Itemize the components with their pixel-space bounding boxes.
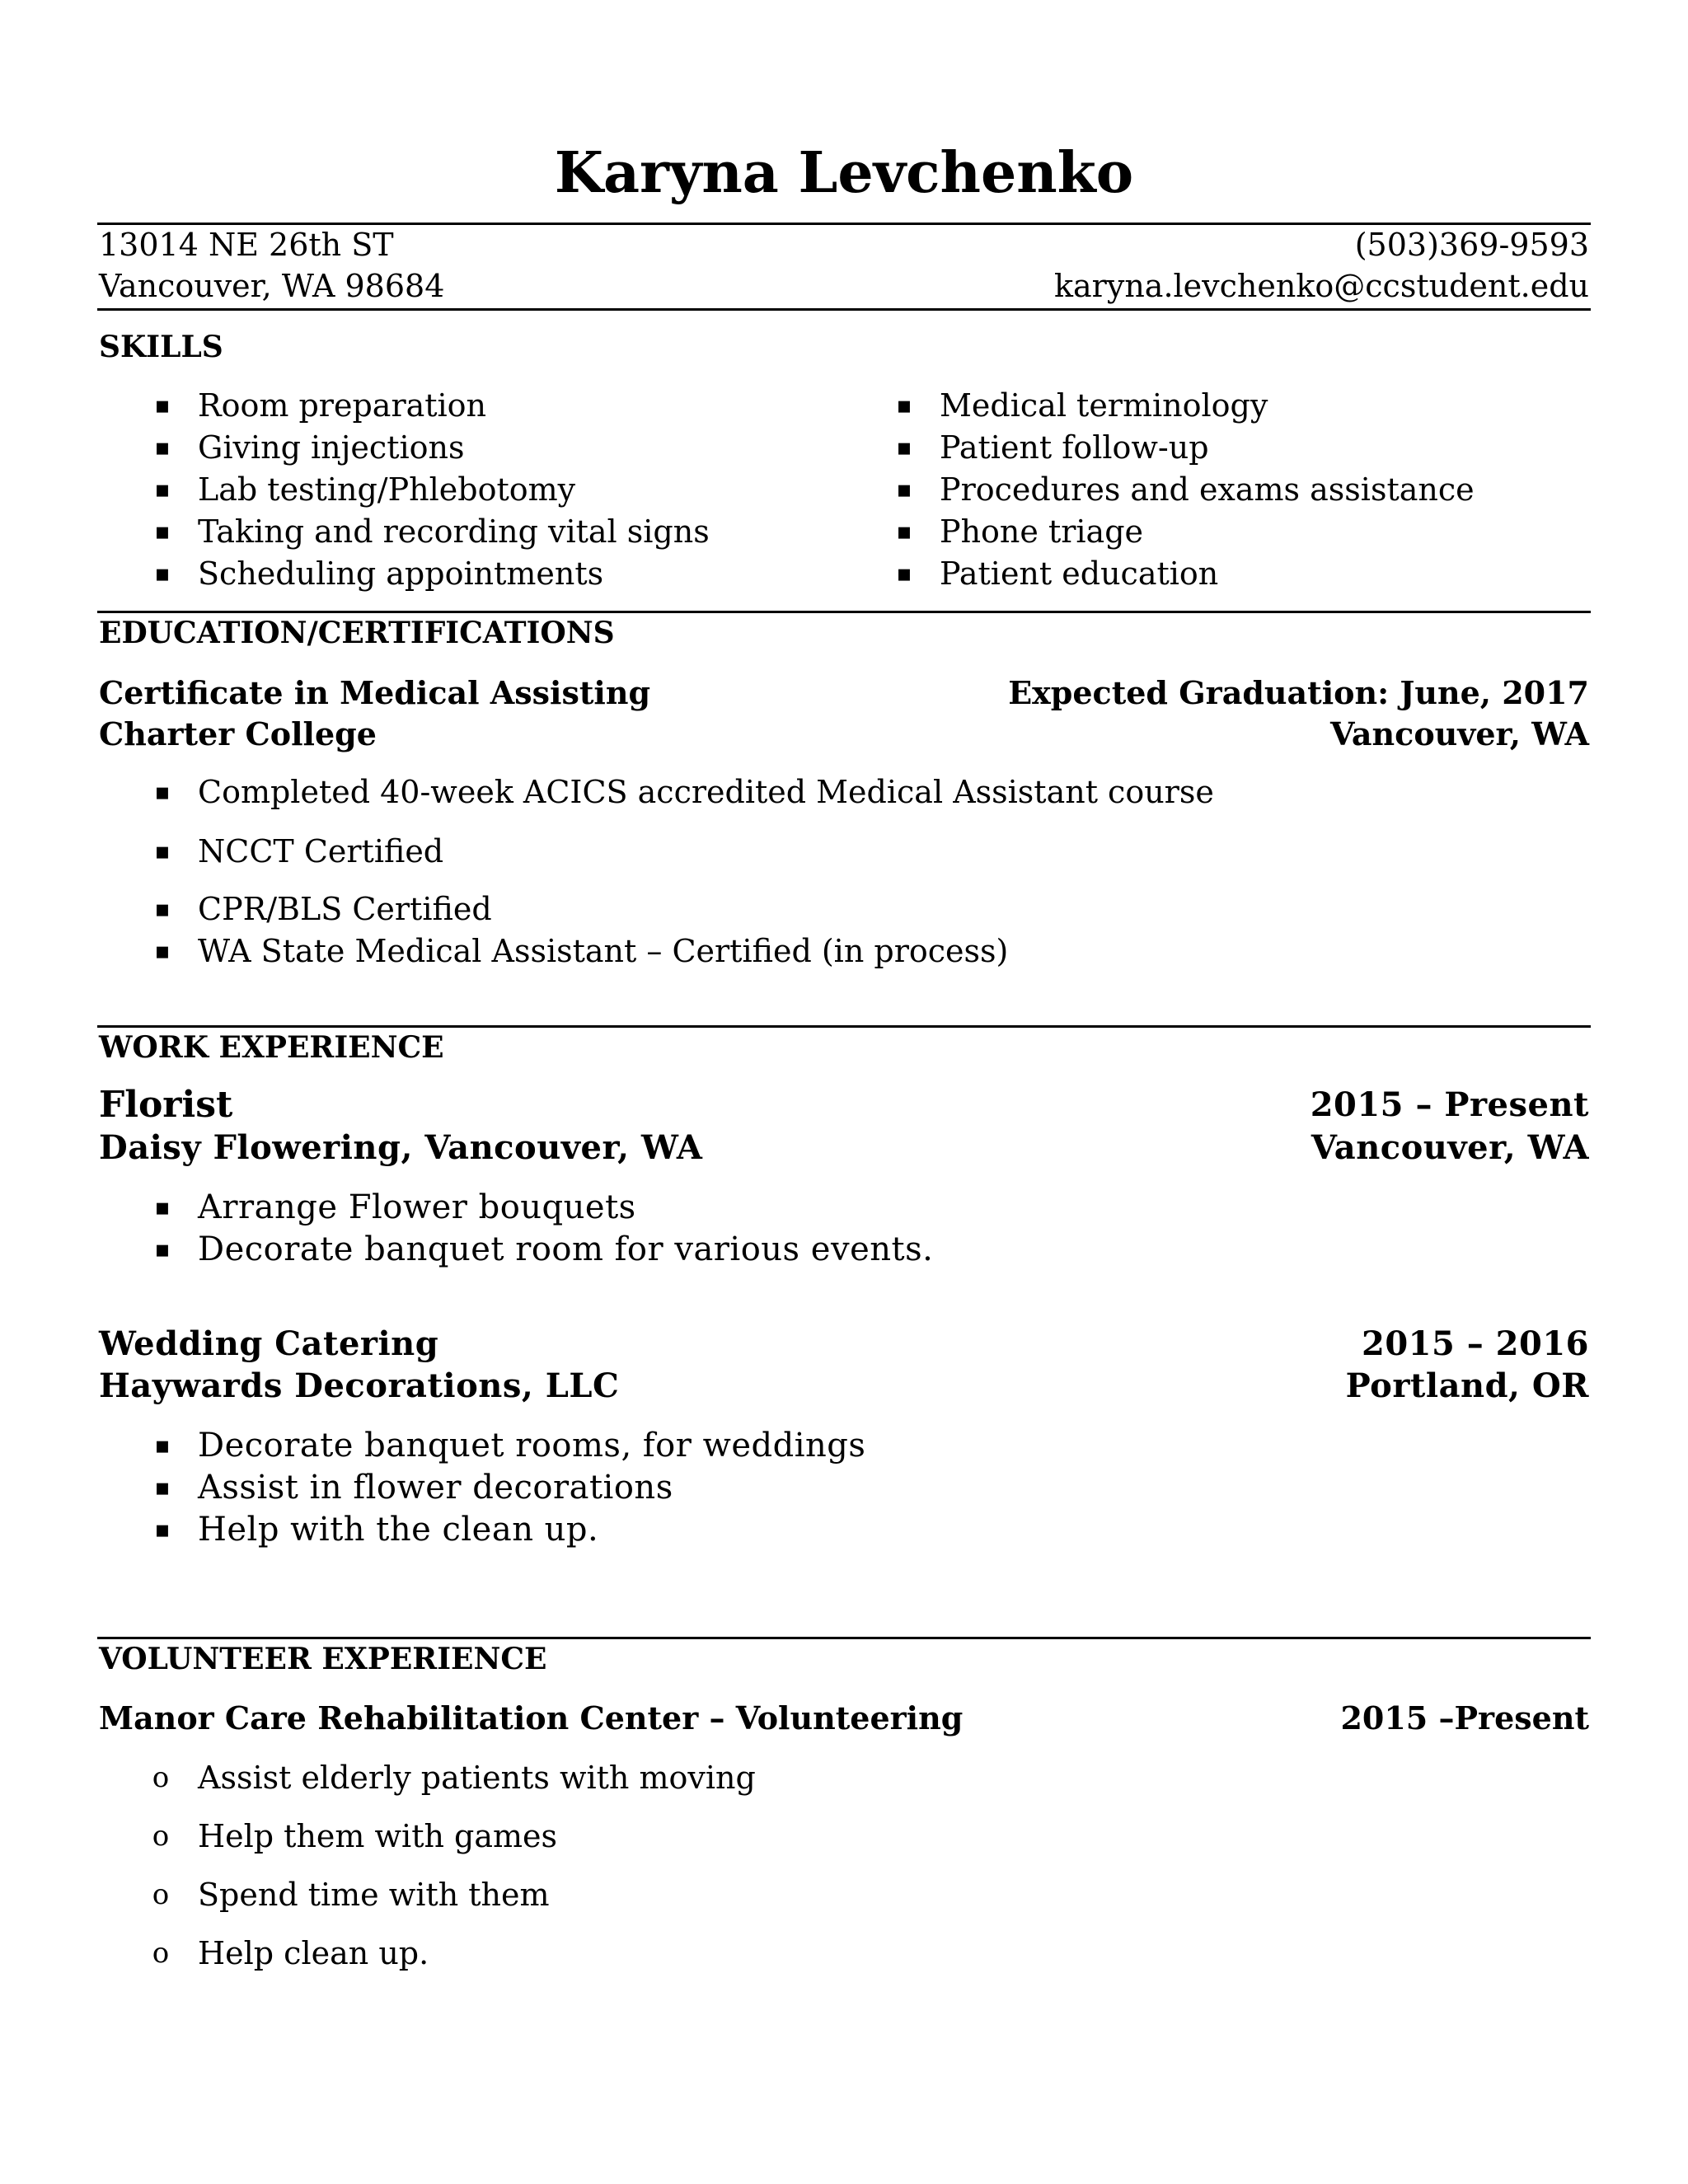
volunteer-heading: VOLUNTEER EXPERIENCE [99, 1642, 547, 1676]
list-item: ▪ Scheduling appointments [198, 553, 710, 595]
square-bullet-icon: ▪ [154, 895, 171, 922]
job-1-role: Florist [99, 1084, 233, 1126]
square-bullet-icon: ▪ [154, 476, 171, 503]
education-bottom-rule [97, 1025, 1591, 1028]
square-bullet-icon: ▪ [896, 518, 912, 545]
square-bullet-icon: ▪ [896, 560, 912, 587]
candidate-name: Karyna Levchenko [554, 140, 1134, 206]
list-item: o Spend time with them [198, 1874, 756, 1933]
square-bullet-icon: ▪ [154, 837, 171, 865]
square-bullet-icon: ▪ [154, 434, 171, 461]
job-1-duties [154, 1187, 934, 1271]
resume-page [97, 0, 1591, 2184]
square-bullet-icon: ▪ [154, 1235, 171, 1263]
volunteer-items [152, 1757, 756, 1991]
job-2-role: Wedding Catering [99, 1324, 439, 1363]
list-item: ▪ Completed 40-week ACICS accredited Medical Assistant course [198, 771, 1214, 831]
education-program: Certificate in Medical Assisting [99, 674, 651, 711]
list-item: ▪ Patient education [940, 553, 1475, 595]
square-bullet-icon: ▪ [154, 518, 171, 545]
list-item: ▪ Lab testing/Phlebotomy [198, 469, 710, 511]
work-heading: WORK EXPERIENCE [99, 1030, 444, 1065]
square-bullet-icon: ▪ [154, 1193, 171, 1221]
volunteer-dates: 2015 –Present [1340, 1699, 1589, 1736]
list-item: ▪ Phone triage [940, 511, 1475, 553]
education-graduation: Expected Graduation: June, 2017 [1008, 674, 1589, 711]
square-bullet-icon: ▪ [154, 937, 171, 964]
list-item: ▪ Medical terminology [940, 385, 1475, 427]
job-2-dates: 2015 – 2016 [1361, 1324, 1589, 1363]
job-2-duties [154, 1425, 866, 1551]
circle-bullet-icon: o [152, 1937, 170, 1970]
phone-number: (503)369-9593 [1354, 227, 1589, 263]
list-item: ▪ CPR/BLS Certified [198, 888, 1214, 930]
list-item: ▪ Arrange Flower bouquets [198, 1187, 933, 1229]
list-item: ▪ NCCT Certified [198, 831, 1214, 888]
list-item: ▪ Room preparation [198, 385, 710, 427]
list-item: ▪ Giving injections [198, 427, 710, 469]
list-item: ▪ Decorate banquet room for various events. [198, 1229, 933, 1271]
job-2-location: Portland, OR [1345, 1366, 1589, 1405]
square-bullet-icon: ▪ [154, 1516, 171, 1543]
job-1-dates: 2015 – Present [1310, 1085, 1589, 1124]
job-2-company: Haywards Decorations, LLC [99, 1366, 620, 1405]
circle-bullet-icon: o [152, 1761, 170, 1794]
list-item: ▪ Assist in flower decorations [198, 1467, 865, 1509]
square-bullet-icon: ▪ [154, 1432, 171, 1459]
list-item: ▪ WA State Medical Assistant – Certified (in process) [198, 930, 1214, 972]
square-bullet-icon: ▪ [154, 391, 171, 419]
education-items [154, 771, 1214, 972]
skills-heading: SKILLS [99, 330, 223, 364]
list-item: ▪ Help with the clean up. [198, 1509, 865, 1551]
circle-bullet-icon: o [152, 1820, 170, 1853]
header-bottom-rule [97, 308, 1591, 311]
address-line-1: 13014 NE 26th ST [99, 227, 394, 263]
list-item: ▪ Patient follow-up [940, 427, 1475, 469]
circle-bullet-icon: o [152, 1878, 170, 1911]
email-address: karyna.levchenko@ccstudent.edu [1054, 268, 1589, 304]
job-1-location: Vancouver, WA [1311, 1128, 1589, 1167]
list-item: o Assist elderly patients with moving [198, 1757, 756, 1816]
skills-list-left [154, 385, 710, 595]
education-location: Vancouver, WA [1329, 715, 1589, 752]
education-school: Charter College [99, 715, 377, 752]
square-bullet-icon: ▪ [154, 1474, 171, 1501]
work-bottom-rule [97, 1637, 1591, 1639]
square-bullet-icon: ▪ [154, 560, 171, 587]
job-1-company: Daisy Flowering, Vancouver, WA [99, 1128, 703, 1167]
square-bullet-icon: ▪ [896, 434, 912, 461]
skills-list-right [896, 385, 1475, 595]
square-bullet-icon: ▪ [896, 476, 912, 503]
list-item: ▪ Decorate banquet rooms, for weddings [198, 1425, 865, 1467]
education-heading: EDUCATION/CERTIFICATIONS [99, 616, 615, 650]
square-bullet-icon: ▪ [154, 778, 171, 805]
volunteer-organization: Manor Care Rehabilitation Center – Volunteering [99, 1699, 964, 1736]
list-item: ▪ Taking and recording vital signs [198, 511, 710, 553]
skills-bottom-rule [97, 611, 1591, 613]
list-item: o Help clean up. [198, 1933, 756, 1991]
list-item: o Help them with games [198, 1816, 756, 1874]
square-bullet-icon: ▪ [896, 391, 912, 419]
list-item: ▪ Procedures and exams assistance [940, 469, 1475, 511]
address-line-2: Vancouver, WA 98684 [99, 268, 445, 304]
